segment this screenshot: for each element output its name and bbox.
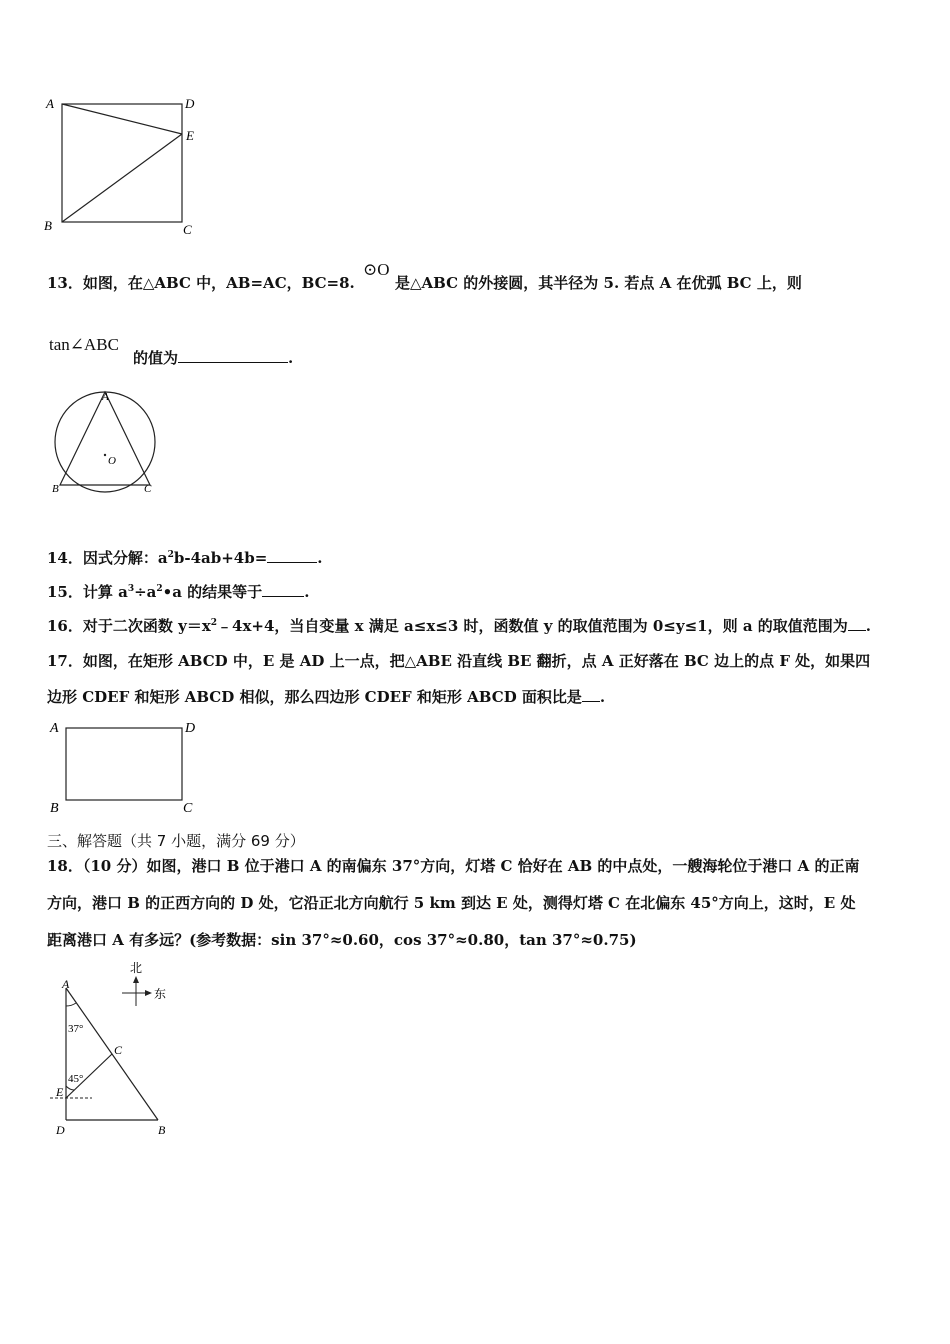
- question-18-line3: 距离港口 A 有多远？(参考数据：sin 37°≈0.60，cos 37°≈0.80，tan 37°≈0.75): [47, 931, 637, 949]
- compass-north-label: 北: [130, 961, 143, 975]
- label-b: B: [52, 483, 59, 495]
- q14-end: .: [317, 549, 323, 567]
- question-18-line1: 18．（10 分）如图，港口 B 位于港口 A 的南偏东 37°方向，灯塔 C 恰好在 AB 的中点处，一艘海轮位于港口 A 的正南: [47, 857, 860, 875]
- label-a: A: [46, 96, 54, 111]
- label-a: A: [50, 721, 59, 736]
- q15-end: .: [304, 583, 310, 601]
- q17-line2-text: 边形 CDEF 和矩形 ABCD 相似，那么四边形 CDEF 和矩形 ABCD 面积比是: [47, 688, 582, 706]
- answer-blank-q13[interactable]: [178, 348, 288, 363]
- q14-rest: b-4ab+4b=: [173, 549, 268, 567]
- label-c: C: [183, 801, 193, 816]
- north-arrow-icon: [133, 976, 139, 983]
- figure-q17-rectangle: [40, 712, 210, 818]
- label-b: B: [44, 218, 52, 233]
- question-17-line2: [47, 687, 605, 707]
- q15-prefix: 15．计算 a: [47, 583, 128, 601]
- answer-blank-q15[interactable]: [262, 582, 304, 597]
- q16-end: .: [865, 617, 871, 635]
- question-18-line2: 方向，港口 B 的正西方向的 D 处，它沿正北方向航行 5 km 到达 E 处，测得灯塔 C 在北偏东 45°方向上，这时，E 处: [47, 894, 856, 912]
- label-c: C: [144, 483, 152, 495]
- compass-east-label: 东: [154, 987, 167, 1001]
- east-arrow-icon: [145, 990, 152, 996]
- segment-eb: [62, 134, 182, 222]
- label-d: D: [185, 96, 195, 111]
- q15-exponent-1: 3: [127, 584, 135, 594]
- label-d: D: [56, 1123, 65, 1137]
- figure-q18-navigation: [40, 958, 190, 1143]
- label-a: A: [62, 977, 70, 991]
- segment-ae: [62, 104, 182, 134]
- q16-text-b: ﹣4x+4，当自变量 x 满足 a≤x≤3 时，函数值 y 的取值范围为 0≤y≤1，则 a 的取值范围为: [217, 617, 848, 635]
- angle-label-e: 45°: [68, 1073, 84, 1085]
- label-e: E: [186, 128, 194, 143]
- q14-prefix: 14．因式分解：a: [47, 549, 168, 567]
- angle-arc-e: [66, 1086, 74, 1090]
- q16-text-a: 16．对于二次函数 y＝x: [47, 617, 211, 635]
- label-c: C: [183, 222, 192, 237]
- q13-text-b: 是△ABC 的外接圆，其半径为 5. 若点 A 在优弧 BC 上，则: [395, 274, 802, 292]
- q15-exponent-2: 2: [156, 584, 163, 594]
- q13-text-a: 13．如图，在△ABC 中，AB=AC，BC=8.: [47, 274, 355, 292]
- question-16: [47, 616, 871, 636]
- question-14: [47, 548, 323, 568]
- q13-expression: tan∠ABC: [49, 335, 119, 354]
- label-d: D: [185, 721, 196, 736]
- circumcircle-o: [55, 392, 155, 492]
- label-o: O: [108, 455, 116, 467]
- answer-blank-q17[interactable]: [582, 687, 600, 702]
- answer-blank-q14[interactable]: [267, 548, 317, 563]
- q13-circle-symbol: ⊙O: [363, 260, 390, 279]
- q13-end: .: [288, 349, 294, 367]
- rectangle-abcd: [66, 728, 182, 800]
- q14-exponent: 2: [167, 550, 174, 560]
- label-c: C: [114, 1043, 123, 1057]
- q15-mid: ÷a: [134, 583, 157, 601]
- triangle-abc: [60, 392, 150, 485]
- q17-end: .: [599, 688, 606, 706]
- answer-blank-q16[interactable]: [848, 616, 866, 631]
- label-e: E: [56, 1085, 64, 1099]
- angle-label-a: 37°: [68, 1023, 84, 1035]
- figure-q13-circle: [40, 388, 170, 506]
- label-b: B: [50, 801, 59, 816]
- label-b: B: [158, 1123, 166, 1137]
- question-15: [47, 582, 309, 602]
- center-o-dot: [104, 454, 106, 456]
- q13-text-c: 的值为: [133, 349, 179, 367]
- question-13-line1: [47, 273, 355, 293]
- q13-line2: [133, 348, 293, 368]
- angle-arc-a: [66, 1003, 76, 1006]
- q16-exponent: 2: [210, 618, 218, 628]
- figure-q12-square: [40, 92, 210, 242]
- section-3-heading: 三、解答题（共 7 小题，满分 69 分）: [47, 832, 305, 850]
- label-a: A: [102, 391, 109, 403]
- q15-rest: •a 的结果等于: [162, 583, 263, 601]
- square-abcd: [62, 104, 182, 222]
- question-17-line1: 17．如图，在矩形 ABCD 中，E 是 AD 上一点，把△ABE 沿直线 BE 翻折，点 A 正好落在 BC 边上的点 F 处，如果四: [47, 652, 871, 670]
